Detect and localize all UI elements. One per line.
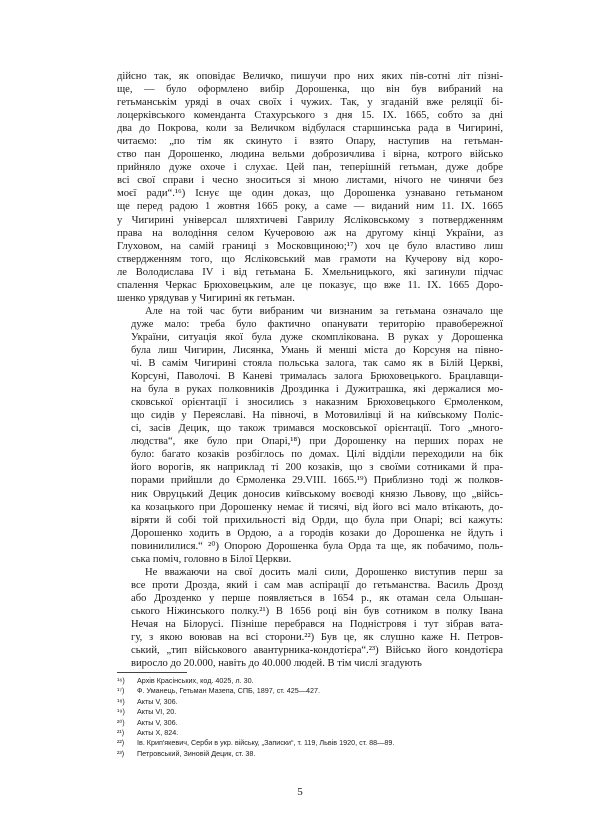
text-line: що сидів у Переяславі. На півночі, в Мотовилівці й на київському Поліс-	[131, 410, 503, 422]
body-text	[117, 70, 503, 670]
footnote	[117, 728, 517, 738]
text-line: людства“, яке було при Опарі,¹⁸) при Дорошенку на перших порах не	[131, 436, 503, 448]
text-line: чі. В самім Чигирині стояла польська залога, так само як в Білій Церкві,	[131, 358, 503, 370]
footnote	[117, 749, 517, 759]
text-line: ще, — було оформлено вибір Дорошенка, що він був вибраний на	[117, 84, 503, 96]
text-line: всі свої справи і чесно зноситься зі мною листами, нічого не чинячи без	[117, 175, 503, 187]
footnote	[117, 686, 517, 696]
text-line: Нечая на Білорусі. Пізніше перебрався на Подністровя і тут зібрав вата-	[131, 618, 503, 630]
footnote-mark: ²³)	[117, 748, 125, 758]
footnote-mark: ¹⁹)	[117, 707, 125, 717]
paragraph	[117, 566, 503, 670]
text-line: два до Покрова, коли за Величком відбулася старшинська рада в Чигирині,	[117, 123, 503, 135]
text-line: Дорошенко ходить в Ордою, а а городів козаки до Дорошенка не йдуть і	[131, 527, 503, 539]
text-line: у Чигирині універсал шляхтичеві Гаврилу Ясліковському з потвердженням	[117, 214, 503, 226]
footnote	[117, 697, 517, 707]
footnote-text: Акты V, 306.	[137, 696, 178, 706]
footnote	[117, 676, 517, 686]
text-line: на була в руках полковників Дроздинка і Дужитрашка, які держалися мо-	[131, 384, 503, 396]
text-line: України, ситуація якої була дуже скомплікована. В руках у Дорошенка	[131, 331, 503, 343]
footnote-text: Акты X, 824.	[137, 728, 179, 738]
footnote	[117, 707, 517, 717]
paragraph	[117, 70, 503, 305]
footnote-text: Акты VI, 20.	[137, 707, 177, 717]
text-line: його ворогів, як наприклад ті 200 козаків, що з своїми сотниками й пра-	[131, 462, 503, 474]
text-line: Корсуні, Паволочі. В Каневі трималась залога Брюховецького. Брацлавщи-	[131, 371, 503, 383]
text-line: моєї ради“.¹⁶) Існує ще один доказ, що Дорошенка узнавано гетьманом	[117, 188, 503, 200]
footnote-mark: ²⁰)	[117, 717, 125, 727]
text-line: ська поміч, головно в Білої Церкви.	[131, 553, 292, 565]
text-line: дуже мало: треба було фактично опанувати територію правобережної	[131, 318, 503, 330]
text-line: була лиш Чигирин, Лисянка, Умань й менші міста до Корсуня на півно-	[131, 344, 503, 356]
text-line: або Дрозденко у перше появляється в 1654 р., як отаман села Ольшан-	[131, 592, 503, 604]
footnote-text: Ів. Крип'якевич, Серби в укр. війську, „Записки“, т. 119, Львів 1920, ст. 88—89.	[137, 738, 395, 748]
text-line: все проти Дрозда, який і сам мав аспірації до гетьманства. Василь Дрозд	[131, 579, 503, 591]
footnote-text: Архів Красінських, код. 4025, л. 30.	[137, 676, 254, 685]
footnote-mark: ¹⁸)	[117, 696, 125, 706]
text-line: повинилилися.“ ²⁰) Опорою Дорошенка була Орда та ще, як побачимо, поль-	[131, 540, 503, 552]
footnote-text: Петровський, Зиновій Децик, ст. 38.	[137, 748, 256, 758]
text-line: гетьманськім уряді в очах своїх і чужих. Так, у згаданій вже реляції бі-	[117, 97, 503, 109]
text-line: права на володіння селом Кучеровою аж на другому кінці України, аз	[117, 227, 503, 239]
text-line: ський, „тип військового авантурника-кондотієра“.²³) Військо його кондотієра	[131, 645, 503, 657]
text-line: ще перед радою 1 жовтня 1665 року, а саме — виданий ним 11. IX. 1665	[117, 201, 503, 213]
footnote-mark: ¹⁶)	[117, 676, 125, 685]
footnote	[117, 738, 517, 748]
text-line: дійсно так, як оповідає Величко, пишучи про них яких пів-сотні літ пізні-	[117, 71, 503, 82]
paragraph	[117, 305, 503, 566]
text-line: ствердженням того, що Ясліковський мав грамоти на Кучерову від коро-	[117, 253, 503, 265]
text-line: прийняло дуже охоче і слухає. Цей пан, теперішній гетьман, дуже добре	[117, 162, 503, 174]
text-line: шенко урядував у Чигирині як гетьман.	[117, 292, 295, 304]
footnotes	[117, 676, 517, 759]
text-line: ка козацького при Дорошенку немає й тисячі, від його всі мало втікають, до-	[131, 501, 503, 513]
text-line: Не вважаючи на свої досить малі сили, Дорошенко виступив перш за	[145, 566, 503, 578]
footnote-mark: ²²)	[117, 738, 125, 748]
text-line: виросло до 20.000, навіть до 40.000 людей. В тім числі згадують	[131, 658, 422, 670]
text-line: ник Овруцький Децик доносив київському воєводі князю Львову, що „війсь-	[131, 488, 503, 500]
footnote-text: Ф. Уманець, Гетьман Мазепа, СПБ, 1897, ст. 425—427.	[137, 686, 320, 696]
text-line: Але на той час бути вибраним чи визнаним за гетьмана означало ще	[145, 305, 503, 317]
text-line: ле Володислава IV і від гетьмана Б. Хмельницького, які загинули підчас	[117, 266, 503, 278]
page-number: 5	[297, 786, 303, 798]
text-line: сі, засів Децик, що також тримався московської орієнтації. Того „много-	[131, 423, 503, 435]
text-line: віряти й собі той прихильності від Орди, що була при Опарі; всі кажуть:	[131, 514, 503, 526]
text-line: ство пан Дорошенко, людина вельми доброзичлива і вірна, котрого військо	[117, 149, 503, 161]
text-line: порами прийшли до Єрмоленка 29.VIII. 1665.¹⁹) Приблизно тоді ж полков-	[131, 475, 503, 487]
footnote-mark: ²¹)	[117, 728, 125, 738]
text-line: сковської орієнтації і зносились з наказним Брюховецького Єрмоленком,	[131, 397, 503, 409]
footnote-text: Акты V, 306.	[137, 717, 178, 727]
footnote	[117, 718, 517, 728]
footnote-mark: ¹⁷)	[117, 686, 125, 696]
text-line: було: багато козаків розбіглось по домах. Цілі відділи переходили на бік	[131, 449, 503, 461]
text-line: гу, з якою воював на всі сторони.²²) Був це, як слушно каже Н. Петров-	[131, 632, 503, 644]
footnote-divider	[117, 672, 187, 673]
text-line: Глуховом, на самій границі з Московщиною;¹⁷) хоч це було властиво лиш	[117, 240, 503, 252]
text-line: читаємо: „по тім як скинуто і взято Опару, наступив на гетьман-	[117, 136, 503, 148]
text-line: лоцерківського коменданта Стахурського з дня 15. IX. 1665, cобто за дні	[117, 110, 503, 122]
text-line: спалення Черкас Брюховецьким, але це показує, що вже 11. IX. 1665 Доро-	[117, 279, 503, 291]
text-line: ського Ніжинського полку.²¹) В 1656 році він був сотником в полку Івана	[131, 605, 503, 617]
